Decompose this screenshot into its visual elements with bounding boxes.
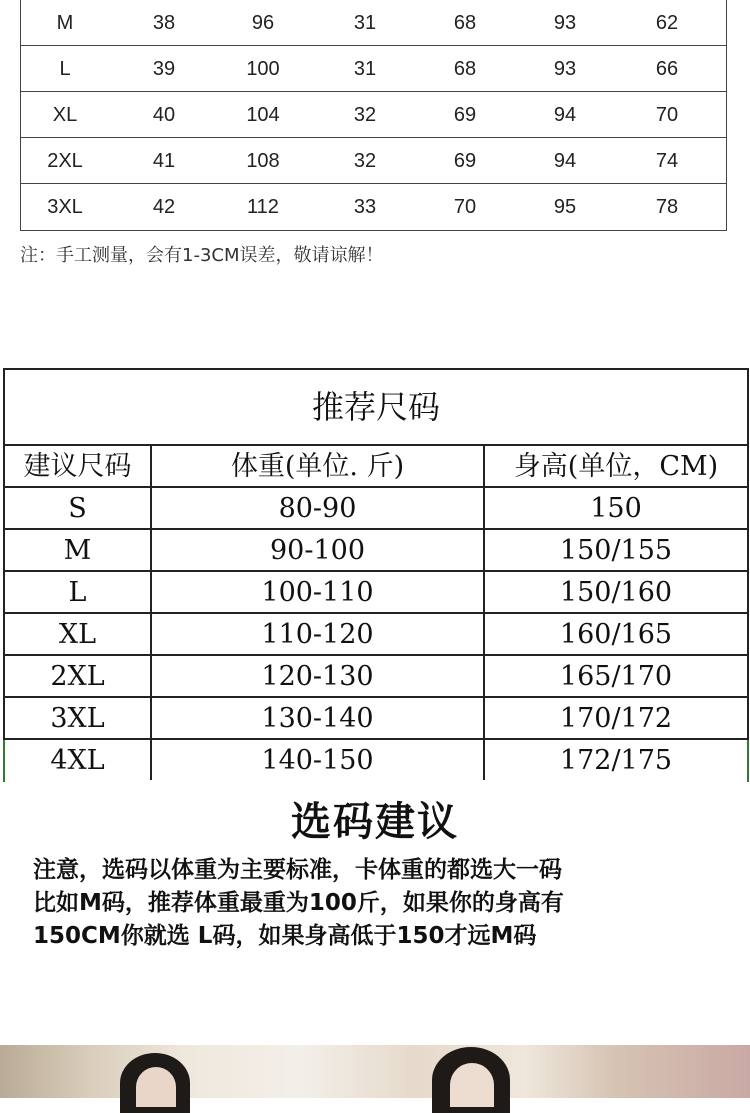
recommend-row <box>3 488 749 530</box>
measurement-row <box>21 184 726 230</box>
measurement-value-cell: 31 <box>353 58 377 80</box>
recommend-row <box>3 698 749 740</box>
measurement-row <box>21 0 726 46</box>
recommend-weight-cell: 80-90 <box>152 488 485 528</box>
measurement-size-cell: M <box>56 12 74 34</box>
measurement-size-cell: 3XL <box>47 196 83 218</box>
measurement-value-cell: 93 <box>553 58 577 80</box>
measurement-row <box>21 138 726 184</box>
recommend-header-row <box>3 446 749 488</box>
header-size: 建议尺码 <box>5 446 152 486</box>
advice-line-1: 注意，选码以体重为主要标准，卡体重的都选大一码 <box>33 857 562 883</box>
recommend-weight-cell: 90-100 <box>152 530 485 570</box>
recommend-size-cell: 3XL <box>5 698 152 738</box>
measurement-value-cell: 104 <box>246 104 280 126</box>
measurement-value-cell: 69 <box>453 104 477 126</box>
recommend-height-cell: 150/155 <box>559 535 673 566</box>
model-face-left <box>136 1067 176 1107</box>
measurement-value-cell: 62 <box>655 12 679 34</box>
recommend-weight-cell: 120-130 <box>152 656 485 696</box>
measurement-value-cell: 40 <box>152 104 176 126</box>
measurement-note: 注：手工测量，会有1-3CM误差，敬请谅解！ <box>20 245 384 266</box>
recommend-height-cell: 150/160 <box>559 577 673 608</box>
measurement-value-cell: 33 <box>353 196 377 218</box>
measurement-value-cell: 74 <box>655 150 679 172</box>
measurement-value-cell: 66 <box>655 58 679 80</box>
measurement-value-cell: 93 <box>553 12 577 34</box>
measurement-value-cell: 94 <box>553 150 577 172</box>
recommend-size-cell: S <box>5 488 152 528</box>
recommend-size-cell: 4XL <box>5 740 152 780</box>
recommend-weight-cell: 140-150 <box>152 740 485 780</box>
measurement-value-cell: 100 <box>246 58 280 80</box>
measurement-row <box>21 92 726 138</box>
measurement-value-cell: 69 <box>453 150 477 172</box>
measurement-value-cell: 94 <box>553 104 577 126</box>
recommend-size-table <box>3 368 749 778</box>
measurement-value-cell: 31 <box>353 12 377 34</box>
recommend-row <box>3 530 749 572</box>
recommend-height-cell: 150 <box>590 493 642 524</box>
recommend-row <box>3 740 749 782</box>
measurement-row <box>21 46 726 92</box>
measurement-value-cell: 78 <box>655 196 679 218</box>
product-photo-strip <box>0 1045 750 1098</box>
recommend-row <box>3 656 749 698</box>
measurement-value-cell: 41 <box>152 150 176 172</box>
measurement-value-cell: 112 <box>247 196 279 218</box>
header-height: 身高(单位，CM) <box>513 451 719 482</box>
measurement-value-cell: 70 <box>453 196 477 218</box>
recommend-weight-cell: 110-120 <box>152 614 485 654</box>
measurement-value-cell: 32 <box>353 104 377 126</box>
recommend-height-cell: 165/170 <box>559 661 673 692</box>
recommend-size-cell: L <box>5 572 152 612</box>
advice-line-3: 150CM你就选 L码，如果身高低于150才远M码 <box>33 923 537 949</box>
recommend-weight-cell: 100-110 <box>152 572 485 612</box>
recommend-table-title: 推荐尺码 <box>3 368 749 446</box>
model-face-right <box>450 1063 494 1107</box>
recommend-size-cell: M <box>5 530 152 570</box>
measurement-size-cell: L <box>59 58 71 80</box>
measurement-value-cell: 38 <box>152 12 176 34</box>
header-weight: 体重(单位. 斤) <box>152 446 485 486</box>
recommend-size-cell: XL <box>5 614 152 654</box>
measurement-value-cell: 68 <box>453 12 477 34</box>
measurement-size-cell: 2XL <box>47 150 83 172</box>
measurement-value-cell: 68 <box>453 58 477 80</box>
measurement-value-cell: 95 <box>553 196 577 218</box>
measurement-value-cell: 42 <box>152 196 176 218</box>
measurement-size-cell: XL <box>52 104 78 126</box>
measurement-value-cell: 39 <box>152 58 176 80</box>
recommend-size-cell: 2XL <box>5 656 152 696</box>
recommend-height-cell: 160/165 <box>559 619 673 650</box>
advice-title: 选码建议 <box>291 799 459 845</box>
recommend-row <box>3 572 749 614</box>
recommend-height-cell: 172/175 <box>559 745 673 776</box>
advice-line-2: 比如M码，推荐体重最重为100斤，如果你的身高有 <box>33 890 564 916</box>
measurement-table <box>20 0 727 231</box>
measurement-value-cell: 108 <box>246 150 280 172</box>
measurement-value-cell: 32 <box>353 150 377 172</box>
measurement-value-cell: 96 <box>251 12 275 34</box>
recommend-height-cell: 170/172 <box>559 703 673 734</box>
recommend-weight-cell: 130-140 <box>152 698 485 738</box>
recommend-row <box>3 614 749 656</box>
measurement-value-cell: 70 <box>655 104 679 126</box>
